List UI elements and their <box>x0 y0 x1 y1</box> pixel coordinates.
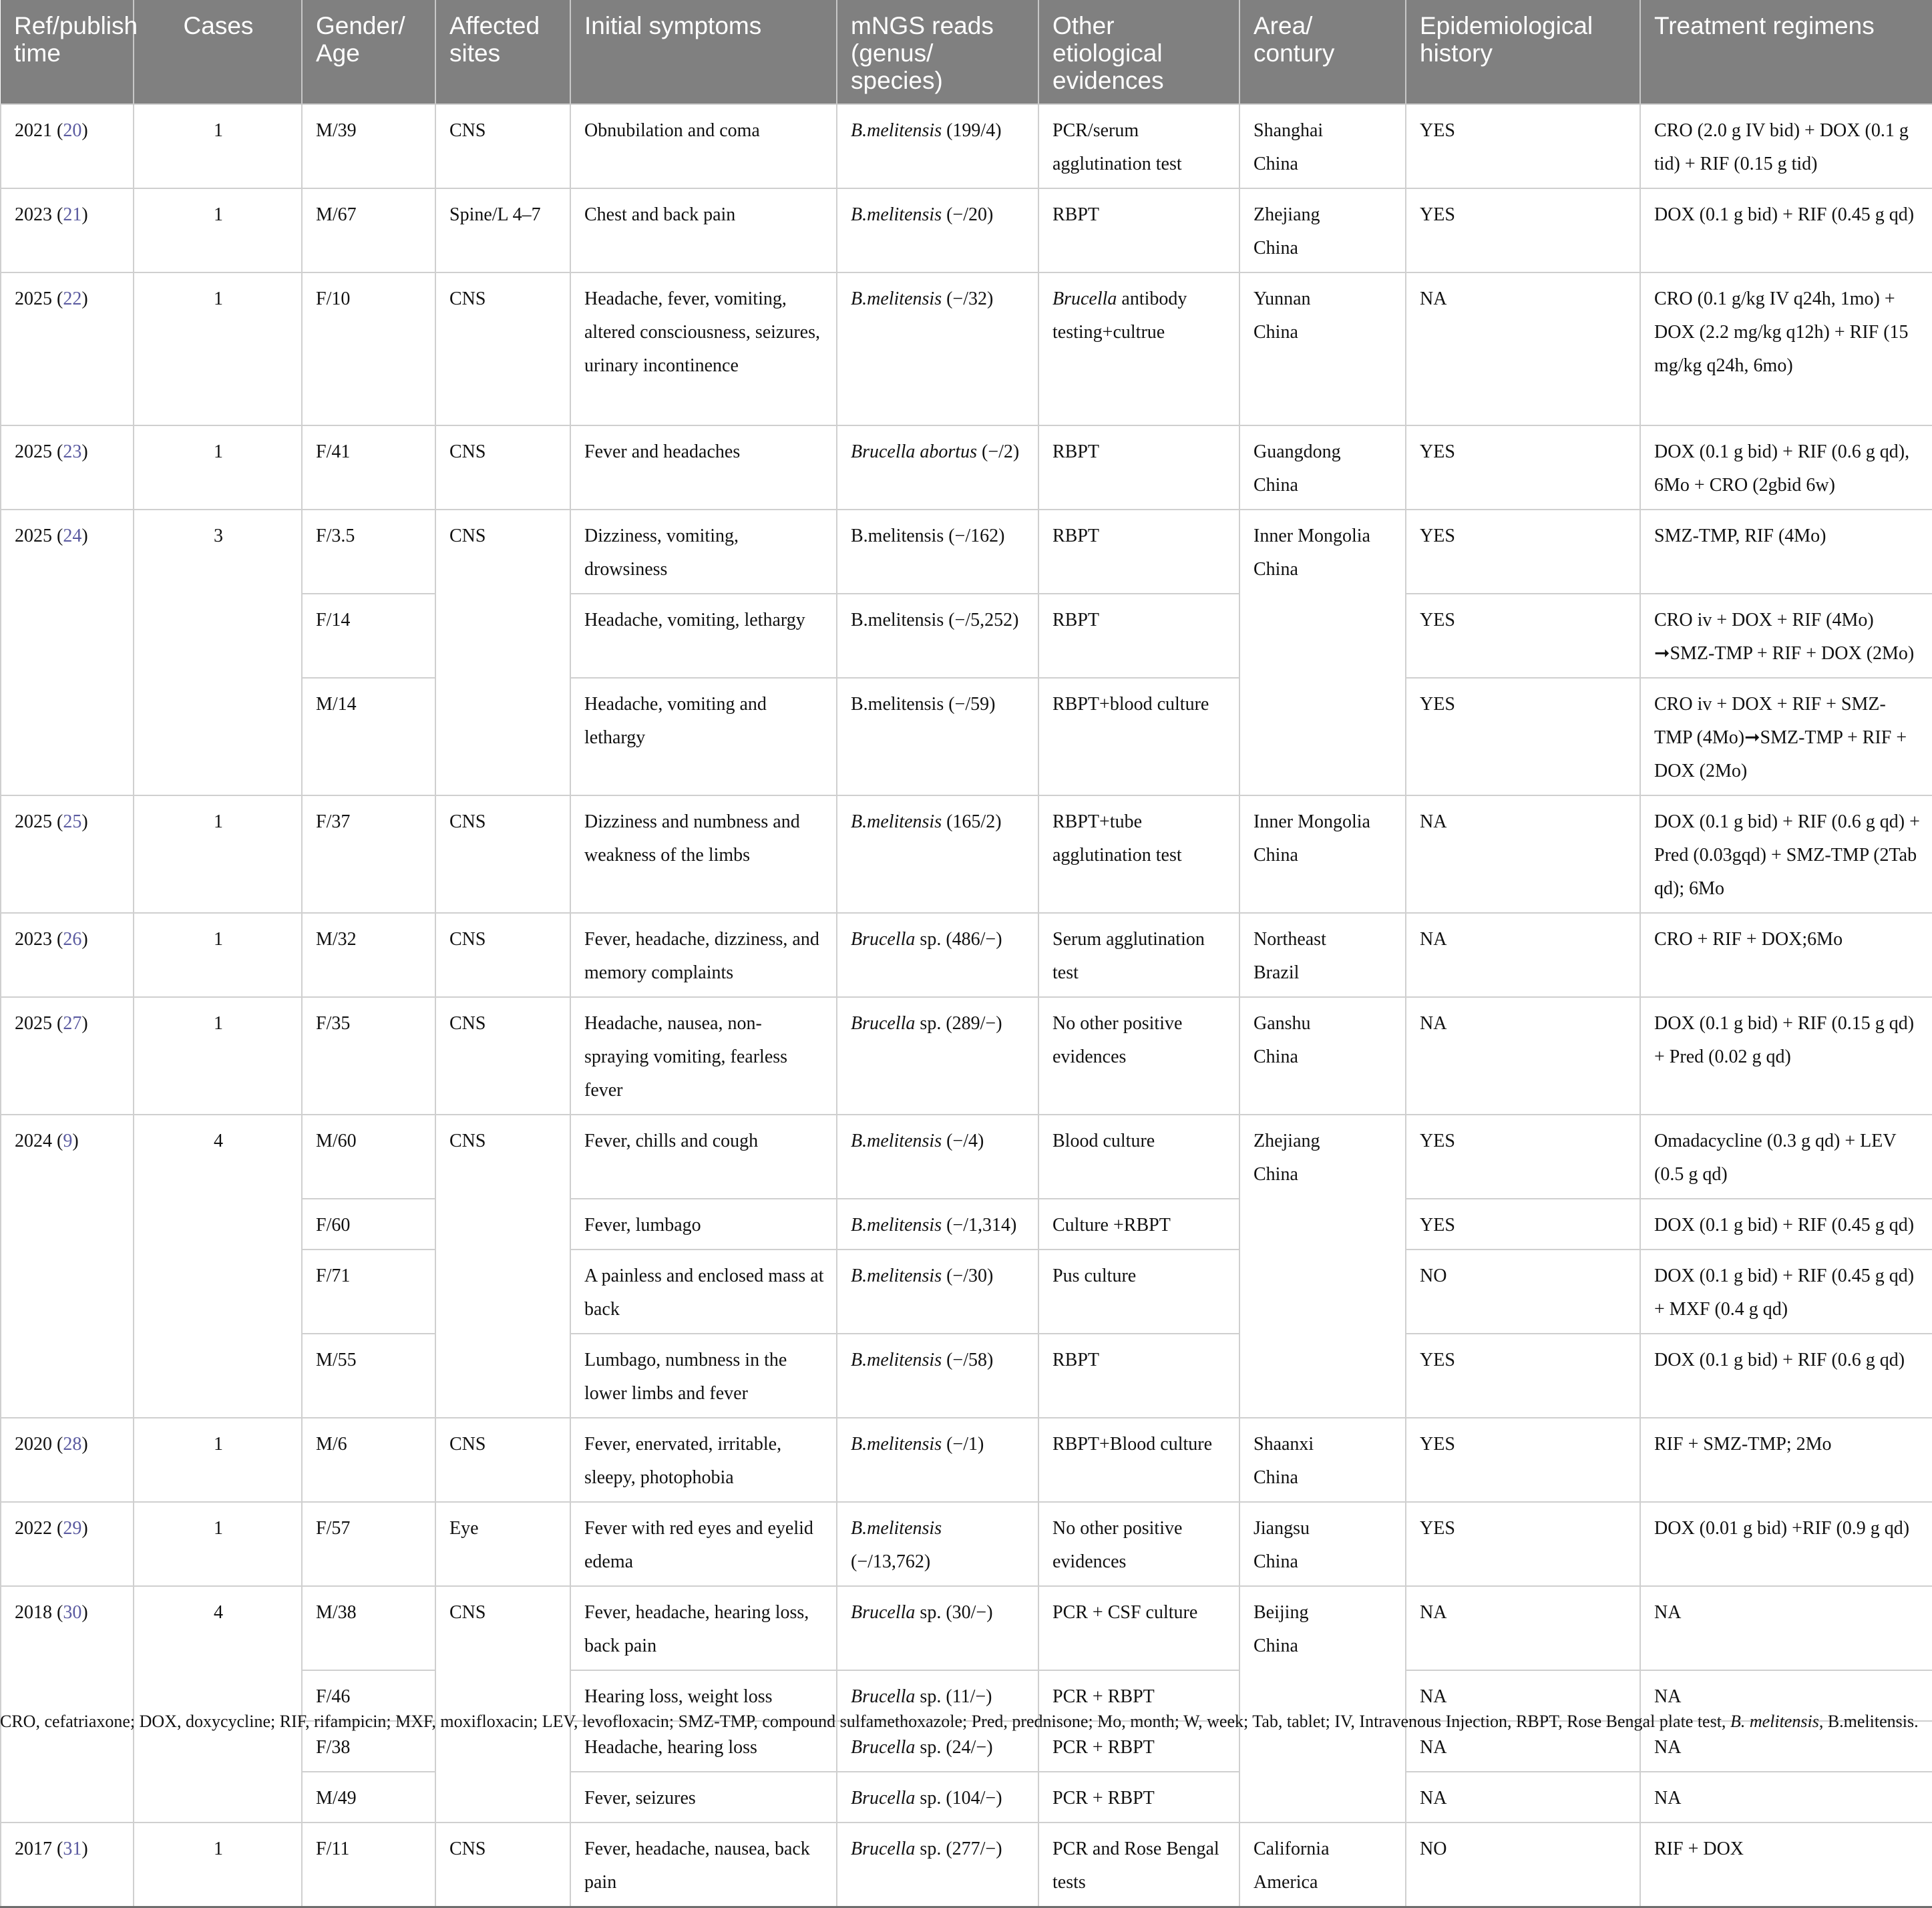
table-row <box>1 188 1932 272</box>
mngs-cell <box>837 1418 1038 1502</box>
treatment-cell: NA <box>1640 1586 1932 1670</box>
area-cell: Jiangsu China <box>1239 1502 1406 1586</box>
mngs-cell <box>837 1586 1038 1670</box>
evidence-text: Blood culture <box>1052 1131 1155 1151</box>
gender-age-cell: F/57 <box>302 1502 435 1586</box>
publish-year: 2023 <box>15 204 52 225</box>
mngs-cell <box>837 1250 1038 1334</box>
gender-age-cell: F/38 <box>302 1721 435 1772</box>
mngs-organism: B.melitensis <box>851 120 942 141</box>
evidence-cell <box>1038 188 1239 272</box>
ref-cell: 2025 (25) <box>1 795 134 913</box>
affected-site-cell: CNS <box>435 272 570 425</box>
mngs-cell <box>837 1334 1038 1418</box>
gender-age-cell: F/37 <box>302 795 435 913</box>
mngs-organism: B.melitensis <box>851 1350 942 1370</box>
mngs-reads-value: sp. (30/−) <box>920 1602 993 1623</box>
header-gender-age: Gender/ Age <box>302 0 435 104</box>
symptoms-cell: Headache, nausea, non-spraying vomiting, fearless fever <box>570 997 837 1115</box>
reference-link: 25 <box>63 811 82 832</box>
publish-year: 2020 <box>15 1434 52 1455</box>
treatment-cell: Omadacycline (0.3 g qd) + LEV (0.5 g qd) <box>1640 1115 1932 1199</box>
epidemiology-cell: NA <box>1406 795 1640 913</box>
cases-cell: 1 <box>134 1418 302 1502</box>
epidemiology-cell: NA <box>1406 997 1640 1115</box>
gender-age-cell: F/3.5 <box>302 510 435 594</box>
mngs-reads-value: sp. (289/−) <box>920 1013 1002 1034</box>
mngs-organism: Brucella abortus <box>851 441 977 462</box>
epidemiology-cell: YES <box>1406 678 1640 795</box>
epidemiology-cell: YES <box>1406 1199 1640 1250</box>
area-cell: Inner Mongolia China <box>1239 510 1406 795</box>
treatment-cell: CRO + RIF + DOX;6Mo <box>1640 913 1932 997</box>
mngs-organism: B.melitensis <box>851 204 942 225</box>
evidence-cell <box>1038 795 1239 913</box>
gender-age-cell: F/71 <box>302 1250 435 1334</box>
publish-year: 2025 <box>15 526 52 546</box>
publish-year: 2022 <box>15 1518 52 1539</box>
evidence-cell <box>1038 425 1239 510</box>
table-row <box>1 795 1932 913</box>
ref-cell: 2020 (28) <box>1 1418 134 1502</box>
mngs-cell <box>837 272 1038 425</box>
symptoms-cell: Fever, headache, hearing loss, back pain <box>570 1586 837 1670</box>
table-body <box>1 104 1932 1907</box>
mngs-organism: Brucella <box>851 1686 916 1707</box>
gender-age-cell: M/38 <box>302 1586 435 1670</box>
evidence-text: PCR + RBPT <box>1052 1686 1155 1707</box>
mngs-cell <box>837 1199 1038 1250</box>
ref-cell: 2017 (31) <box>1 1823 134 1907</box>
mngs-organism: B.melitensis <box>851 610 944 630</box>
symptoms-cell: Chest and back pain <box>570 188 837 272</box>
cases-cell: 1 <box>134 913 302 997</box>
evidence-text: Pus culture <box>1052 1266 1137 1286</box>
footnote <box>0 1710 1932 1734</box>
reference-link: 27 <box>63 1013 82 1034</box>
table-row <box>1 913 1932 997</box>
mngs-reads-value: (−/2) <box>982 441 1020 462</box>
gender-age-cell: F/46 <box>302 1670 435 1721</box>
evidence-text: antibody testing+cultrue <box>1052 289 1187 343</box>
ref-cell: 2025 (23) <box>1 425 134 510</box>
symptoms-cell: A painless and enclosed mass at back <box>570 1250 837 1334</box>
treatment-cell: DOX (0.1 g bid) + RIF (0.6 g qd) + Pred (0.03gqd) + SMZ-TMP (2Tab qd); 6Mo <box>1640 795 1932 913</box>
mngs-organism: Brucella <box>851 1013 916 1034</box>
evidence-text: RBPT <box>1052 441 1100 462</box>
affected-site-cell: CNS <box>435 1418 570 1502</box>
footnote-italic: B. melitensis <box>1730 1712 1819 1731</box>
epidemiology-cell: YES <box>1406 188 1640 272</box>
evidence-cell <box>1038 1502 1239 1586</box>
mngs-cell <box>837 795 1038 913</box>
header-cases: Cases <box>134 0 302 104</box>
mngs-cell <box>837 1772 1038 1823</box>
symptoms-cell: Dizziness, vomiting, drowsiness <box>570 510 837 594</box>
mngs-organism: B.melitensis <box>851 811 942 832</box>
mngs-cell <box>837 1115 1038 1199</box>
evidence-text: RBPT+tube agglutination test <box>1052 811 1182 866</box>
gender-age-cell: M/39 <box>302 104 435 188</box>
mngs-reads-value: (165/2) <box>946 811 1002 832</box>
symptoms-cell: Fever, headache, nausea, back pain <box>570 1823 837 1907</box>
area-cell: Beijing China <box>1239 1586 1406 1823</box>
evidence-cell <box>1038 1115 1239 1199</box>
gender-age-cell: F/11 <box>302 1823 435 1907</box>
mngs-organism: B.melitensis <box>851 526 944 546</box>
reference-link: 9 <box>63 1131 73 1151</box>
table-row <box>1 997 1932 1115</box>
symptoms-cell: Obnubilation and coma <box>570 104 837 188</box>
mngs-organism: B.melitensis <box>851 1131 942 1151</box>
mngs-cell <box>837 104 1038 188</box>
reference-link: 31 <box>63 1839 82 1859</box>
publish-year: 2017 <box>15 1839 52 1859</box>
gender-age-cell: M/55 <box>302 1334 435 1418</box>
evidence-cell <box>1038 1250 1239 1334</box>
cases-cell: 1 <box>134 1823 302 1907</box>
epidemiology-cell: NO <box>1406 1823 1640 1907</box>
area-cell: Guangdong China <box>1239 425 1406 510</box>
mngs-reads-value: (−/1) <box>946 1434 984 1455</box>
area-cell: California America <box>1239 1823 1406 1907</box>
gender-age-cell: F/14 <box>302 594 435 678</box>
affected-site-cell: CNS <box>435 1586 570 1823</box>
evidence-cell <box>1038 594 1239 678</box>
mngs-cell <box>837 425 1038 510</box>
mngs-reads-value: sp. (104/−) <box>920 1788 1002 1808</box>
evidence-cell <box>1038 997 1239 1115</box>
epidemiology-cell: NA <box>1406 913 1640 997</box>
gender-age-cell: M/60 <box>302 1115 435 1199</box>
ref-cell: 2022 (29) <box>1 1502 134 1586</box>
treatment-cell: DOX (0.1 g bid) + RIF (0.15 g qd) + Pred (0.02 g qd) <box>1640 997 1932 1115</box>
evidence-text: RBPT <box>1052 526 1100 546</box>
epidemiology-cell: NA <box>1406 1772 1640 1823</box>
evidence-cell <box>1038 1199 1239 1250</box>
evidence-text: RBPT <box>1052 610 1100 630</box>
symptoms-cell: Fever, chills and cough <box>570 1115 837 1199</box>
affected-site-cell: CNS <box>435 1115 570 1418</box>
symptoms-cell: Headache, vomiting and lethargy <box>570 678 837 795</box>
reference-link: 23 <box>63 441 82 462</box>
cases-cell: 1 <box>134 1502 302 1586</box>
ref-cell: 2023 (21) <box>1 188 134 272</box>
cases-cell: 4 <box>134 1586 302 1823</box>
affected-site-cell: CNS <box>435 997 570 1115</box>
affected-site-cell: CNS <box>435 510 570 795</box>
footnote-tail: , B.melitensis. <box>1818 1712 1919 1731</box>
symptoms-cell: Fever and headaches <box>570 425 837 510</box>
mngs-organism: B.melitensis <box>851 289 942 309</box>
symptoms-cell: Fever, seizures <box>570 1772 837 1823</box>
gender-age-cell: F/35 <box>302 997 435 1115</box>
mngs-organism: Brucella <box>851 1602 916 1623</box>
evidence-text: RBPT+blood culture <box>1052 694 1209 715</box>
treatment-cell: CRO (2.0 g IV bid) + DOX (0.1 g tid) + RIF (0.15 g tid) <box>1640 104 1932 188</box>
evidence-text: RBPT+Blood culture <box>1052 1434 1213 1455</box>
treatment-cell: RIF + SMZ-TMP; 2Mo <box>1640 1418 1932 1502</box>
gender-age-cell: M/32 <box>302 913 435 997</box>
symptoms-cell: Lumbago, numbness in the lower limbs and fever <box>570 1334 837 1418</box>
area-cell: Shaanxi China <box>1239 1418 1406 1502</box>
evidence-text: RBPT <box>1052 204 1100 225</box>
table-row <box>1 1823 1932 1907</box>
header-affected-sites: Affected sites <box>435 0 570 104</box>
evidence-cell <box>1038 510 1239 594</box>
mngs-cell <box>837 594 1038 678</box>
evidence-cell <box>1038 272 1239 425</box>
mngs-reads-value: sp. (486/−) <box>920 929 1002 950</box>
table-row <box>1 425 1932 510</box>
treatment-cell: DOX (0.1 g bid) + RIF (0.45 g qd) + MXF (0.4 g qd) <box>1640 1250 1932 1334</box>
mngs-reads-value: (−/4) <box>946 1131 984 1151</box>
mngs-cell <box>837 1502 1038 1586</box>
mngs-cell <box>837 678 1038 795</box>
treatment-cell: DOX (0.1 g bid) + RIF (0.6 g qd), 6Mo + CRO (2gbid 6w) <box>1640 425 1932 510</box>
affected-site-cell: CNS <box>435 913 570 997</box>
mngs-reads-value: sp. (11/−) <box>920 1686 992 1707</box>
mngs-cell <box>837 913 1038 997</box>
evidence-text: PCR/serum agglutination test <box>1052 120 1182 174</box>
gender-age-cell: M/14 <box>302 678 435 795</box>
cases-cell: 3 <box>134 510 302 795</box>
evidence-text: No other positive evidences <box>1052 1013 1183 1067</box>
publish-year: 2023 <box>15 929 52 950</box>
symptoms-cell: Fever with red eyes and eyelid edema <box>570 1502 837 1586</box>
publish-year: 2025 <box>15 811 52 832</box>
mngs-reads-value: (199/4) <box>946 120 1002 141</box>
mngs-organism: Brucella <box>851 1839 916 1859</box>
table-row <box>1 1115 1932 1199</box>
symptoms-cell: Headache, vomiting, lethargy <box>570 594 837 678</box>
mngs-organism: Brucella <box>851 1788 916 1808</box>
mngs-reads-value: sp. (24/−) <box>920 1737 993 1758</box>
ref-cell: 2025 (27) <box>1 997 134 1115</box>
publish-year: 2021 <box>15 120 52 141</box>
symptoms-cell: Fever, headache, dizziness, and memory complaints <box>570 913 837 997</box>
epidemiology-cell: NO <box>1406 1250 1640 1334</box>
reference-link: 22 <box>63 289 82 309</box>
reference-link: 24 <box>63 526 82 546</box>
evidence-text: PCR + RBPT <box>1052 1788 1155 1808</box>
epidemiology-cell: YES <box>1406 1418 1640 1502</box>
ref-cell: 2023 (26) <box>1 913 134 997</box>
epidemiology-cell: NA <box>1406 1586 1640 1670</box>
evidence-text: PCR and Rose Bengal tests <box>1052 1839 1219 1893</box>
header-ref: Ref/publish time <box>1 0 134 104</box>
cases-cell: 1 <box>134 104 302 188</box>
table-row <box>1 104 1932 188</box>
treatment-cell: DOX (0.1 g bid) + RIF (0.45 g qd) <box>1640 1199 1932 1250</box>
epidemiology-cell: YES <box>1406 1334 1640 1418</box>
affected-site-cell: Spine/L 4–7 <box>435 188 570 272</box>
epidemiology-cell: YES <box>1406 1502 1640 1586</box>
reference-link: 30 <box>63 1602 82 1623</box>
cases-cell: 1 <box>134 997 302 1115</box>
mngs-reads-value: (−/20) <box>946 204 994 225</box>
ref-cell: 2021 (20) <box>1 104 134 188</box>
reference-link: 29 <box>63 1518 82 1539</box>
treatment-cell: NA <box>1640 1670 1932 1721</box>
mngs-reads-value: (−/5,252) <box>948 610 1019 630</box>
mngs-cell <box>837 188 1038 272</box>
evidence-cell <box>1038 913 1239 997</box>
epidemiology-cell: YES <box>1406 594 1640 678</box>
area-cell: Zhejiang China <box>1239 1115 1406 1418</box>
area-cell: Yunnan China <box>1239 272 1406 425</box>
affected-site-cell: Eye <box>435 1502 570 1586</box>
evidence-cell <box>1038 1772 1239 1823</box>
treatment-cell: RIF + DOX <box>1640 1823 1932 1907</box>
ref-cell: 2025 (22) <box>1 272 134 425</box>
publish-year: 2025 <box>15 441 52 462</box>
mngs-reads-value: (−/58) <box>946 1350 994 1370</box>
reference-link: 20 <box>63 120 82 141</box>
epidemiology-cell: NA <box>1406 272 1640 425</box>
area-cell: Northeast Brazil <box>1239 913 1406 997</box>
treatment-cell: SMZ-TMP, RIF (4Mo) <box>1640 510 1932 594</box>
evidence-text: PCR + RBPT <box>1052 1737 1155 1758</box>
mngs-reads-value: (−/32) <box>946 289 994 309</box>
symptoms-cell: Headache, fever, vomiting, altered consciousness, seizures, urinary incontinence <box>570 272 837 425</box>
mngs-reads-value: (−/59) <box>948 694 996 715</box>
evidence-text: Serum agglutination test <box>1052 929 1205 983</box>
mngs-organism: B.melitensis <box>851 694 944 715</box>
ref-cell: 2018 (30) <box>1 1586 134 1823</box>
area-cell: Inner Mongolia China <box>1239 795 1406 913</box>
evidence-text: RBPT <box>1052 1350 1100 1370</box>
treatment-cell: CRO iv + DOX + RIF + SMZ-TMP (4Mo)➞SMZ-TMP + RIF + DOX (2Mo) <box>1640 678 1932 795</box>
gender-age-cell: F/10 <box>302 272 435 425</box>
evidence-cell <box>1038 104 1239 188</box>
header-area: Area/ contury <box>1239 0 1406 104</box>
evidence-text: PCR + CSF culture <box>1052 1602 1198 1623</box>
header-row <box>1 0 1932 104</box>
mngs-cell <box>837 997 1038 1115</box>
evidence-cell <box>1038 1823 1239 1907</box>
table-row <box>1 1418 1932 1502</box>
evidence-cell <box>1038 1418 1239 1502</box>
mngs-organism: Brucella <box>851 929 916 950</box>
publish-year: 2018 <box>15 1602 52 1623</box>
cases-cell: 1 <box>134 272 302 425</box>
reference-link: 26 <box>63 929 82 950</box>
evidence-cell <box>1038 678 1239 795</box>
treatment-cell: NA <box>1640 1721 1932 1772</box>
affected-site-cell: CNS <box>435 795 570 913</box>
affected-site-cell: CNS <box>435 104 570 188</box>
mngs-reads-value: sp. (277/−) <box>920 1839 1002 1859</box>
cases-cell: 4 <box>134 1115 302 1418</box>
area-cell: Shanghai China <box>1239 104 1406 188</box>
area-cell: Zhejiang China <box>1239 188 1406 272</box>
table-row <box>1 1502 1932 1586</box>
symptoms-cell: Headache, hearing loss <box>570 1721 837 1772</box>
mngs-reads-value: (−/1,314) <box>946 1215 1017 1235</box>
treatment-cell: DOX (0.01 g bid) +RIF (0.9 g qd) <box>1640 1502 1932 1586</box>
mngs-cell <box>837 510 1038 594</box>
footnote-text: CRO, cefatriaxone; DOX, doxycycline; RIF, rifampicin; MXF, moxifloxacin; LEV, levofloxacin; SMZ-TMP, compound sulfamethoxazole; Pred, prednisone; Mo, month; W, week; Tab, tablet; IV, Intravenous Injection, RBPT, Rose Bengal plate test, <box>0 1712 1730 1731</box>
gender-age-cell: F/60 <box>302 1199 435 1250</box>
cases-cell: 1 <box>134 188 302 272</box>
table-row <box>1 510 1932 594</box>
cases-cell: 1 <box>134 795 302 913</box>
mngs-cell <box>837 1823 1038 1907</box>
header-mngs-reads: mNGS reads (genus/ species) <box>837 0 1038 104</box>
treatment-cell: DOX (0.1 g bid) + RIF (0.6 g qd) <box>1640 1334 1932 1418</box>
publish-year: 2024 <box>15 1131 52 1151</box>
treatment-cell: CRO iv + DOX + RIF (4Mo) ➞SMZ-TMP + RIF + DOX (2Mo) <box>1640 594 1932 678</box>
affected-site-cell: CNS <box>435 1823 570 1907</box>
mngs-organism: B.melitensis <box>851 1215 942 1235</box>
epidemiology-cell: NA <box>1406 1721 1640 1772</box>
evidence-text: Culture +RBPT <box>1052 1215 1171 1235</box>
publish-year: 2025 <box>15 1013 52 1034</box>
ref-cell: 2025 (24) <box>1 510 134 795</box>
mngs-reads-value: (−/162) <box>948 526 1005 546</box>
symptoms-cell: Fever, enervated, irritable, sleepy, photophobia <box>570 1418 837 1502</box>
mngs-organism: B.melitensis <box>851 1266 942 1286</box>
symptoms-cell: Fever, lumbago <box>570 1199 837 1250</box>
epidemiology-cell: YES <box>1406 1115 1640 1199</box>
area-cell: Ganshu China <box>1239 997 1406 1115</box>
mngs-organism: B.melitensis <box>851 1518 942 1539</box>
header-other-evidences: Other etiological evidences <box>1038 0 1239 104</box>
treatment-cell: NA <box>1640 1772 1932 1823</box>
table-row <box>1 1586 1932 1670</box>
epidemiology-cell: YES <box>1406 425 1640 510</box>
symptoms-cell: Dizziness and numbness and weakness of the limbs <box>570 795 837 913</box>
mngs-organism: Brucella <box>851 1737 916 1758</box>
reference-link: 28 <box>63 1434 82 1455</box>
gender-age-cell: M/49 <box>302 1772 435 1823</box>
table-row <box>1 272 1932 425</box>
header-treatment-regimens: Treatment regimens <box>1640 0 1932 104</box>
gender-age-cell: M/67 <box>302 188 435 272</box>
treatment-cell: DOX (0.1 g bid) + RIF (0.45 g qd) <box>1640 188 1932 272</box>
header-initial-symptoms: Initial symptoms <box>570 0 837 104</box>
epidemiology-cell: NA <box>1406 1670 1640 1721</box>
evidence-cell <box>1038 1586 1239 1670</box>
publish-year: 2025 <box>15 289 52 309</box>
ref-cell: 2024 (9) <box>1 1115 134 1418</box>
affected-site-cell: CNS <box>435 425 570 510</box>
evidence-text: No other positive evidences <box>1052 1518 1183 1572</box>
treatment-cell: CRO (0.1 g/kg IV q24h, 1mo) + DOX (2.2 mg/kg q12h) + RIF (15 mg/kg q24h, 6mo) <box>1640 272 1932 425</box>
mngs-organism: B.melitensis <box>851 1434 942 1455</box>
symptoms-cell: Hearing loss, weight loss <box>570 1670 837 1721</box>
epidemiology-cell: YES <box>1406 510 1640 594</box>
epidemiology-cell: YES <box>1406 104 1640 188</box>
cases-cell: 1 <box>134 425 302 510</box>
header-epidemiological-history: Epidemiological history <box>1406 0 1640 104</box>
mngs-reads-value: (−/13,762) <box>851 1551 931 1572</box>
mngs-reads-value: (−/30) <box>946 1266 994 1286</box>
gender-age-cell: F/41 <box>302 425 435 510</box>
evidence-cell <box>1038 1334 1239 1418</box>
evidence-organism: Brucella <box>1052 289 1117 309</box>
gender-age-cell: M/6 <box>302 1418 435 1502</box>
reference-link: 21 <box>63 204 82 225</box>
